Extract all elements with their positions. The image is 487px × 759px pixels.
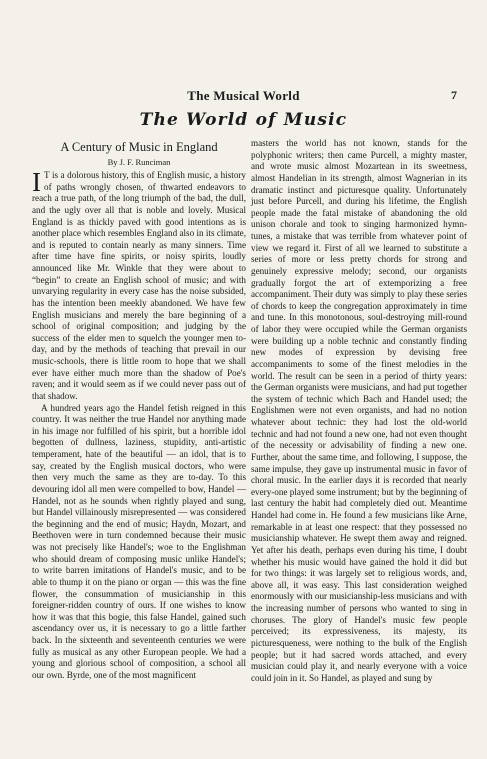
body-paragraph bbox=[32, 167, 246, 403]
running-head bbox=[0, 88, 487, 108]
page-number: 7 bbox=[451, 88, 457, 102]
journal-title: The Musical World bbox=[187, 88, 300, 103]
right-column bbox=[251, 138, 467, 684]
section-heading: The World of Music bbox=[139, 110, 348, 130]
article-byline: By J. F. Runciman bbox=[107, 157, 171, 167]
left-column bbox=[32, 140, 246, 682]
article-title: A Century of Music in England bbox=[60, 140, 218, 154]
body-paragraph: masters the world has not known, stands for the polyphonic writers; then came Purcell, a mighty master, and wrote music almost Mozartean in its sweetness, almost Handelian in its strength, almost Wagnerian in its dramatic instinct and picturesque quality. Unfortunately just before Purcell, and during his lifetime, the English people made the fatal mistake of abandoning the old unison chorale and took to singing harmonized hymn-tunes, a mistake that was terrible from whatever point of view we regard it. First of all we learned to substitute a series of more or less pretty chords for strong and genuinely expressive melody; second, our organists gradually forgot the art of extemporizing a free accompaniment. Their duty was simply to play these series of chords to keep the congregation approximately in time and tune. In this monotonous, soul-destroying mill-round of labor they were occupied while the German organists were building up a noble technic and constantly finding new modes of expression by devising free accompaniments to some of the finest melodies in the world. The result can be seen in a period of thirty years: the German organists were musicians, and had put together the system of technic which Bach and Handel used; the Englishmen were not even organists, and had no notion whatever about technic: they had lost the old-world technic and had not found a new one, had not even thought of the necessity or advisability of finding a new one. Further, about the same time, and following, I suppose, the same impulse, they gave up instrumental music in favor of choral music. In the earlier days it is recorded that nearly every-one played some instrument; but by the beginning of last century the habit had completely died out. Meantime Handel had come in. He found a few musicians like Arne, remarkable in at least one respect: that they possessed no musicianship whatever. He swept them away and reigned. Yet after his death, perhaps even during his time, I doubt whether his music would have gained the hold it did but for two things: it was largely set to religious words, and, above all, it was easy. This last consideration weighed enormously with our musicianship-less musicians and with the increasing number of persons who wanted to sing in choruses. The glory of Handel's music few people perceived; its expressiveness, its majesty, its picturesqueness, were nothing to the bulk of the English people; but it had sacred words attached, and every musician could play it, and nearly everyone with a voice could join in it. So Handel, as played and sung by bbox=[251, 138, 467, 683]
paragraph-text: T is a dolorous history, this of English music, a history of paths wrongly chosen, of thwarted endeavors to reach a true path, of the long triumph of the bad, the dull, and the ugly over all that is noble and lovely. Musical England is as thickly paved with good intentions as is another place which resembles England also in its climate, and is reputed to contain nearly as many sinners. Time after time have fine spirits, or noisy spirits, loudly announced like Mr. Winkle that they were about to “begin” to create an English school of music; and with unvarying regularity in every case has the noise subsided, has the intention been meekly abandoned. We have few English musicians and merely the bare beginning of a school of original composition; and judging by the success of the elder men to squelch the younger men to-day, and by the methods of teaching that prevail in our music-schools, there is little room to hope that we shall ever have either much more than the shadow of Poe's raven; and it would seem as if we could never pass out of that shadow. bbox=[32, 170, 246, 401]
drop-cap: I bbox=[32, 167, 41, 197]
body-paragraph: A hundred years ago the Handel fetish reigned in this country. It was neither the true Handel nor anything made in his image nor fulfilled of his spirit, but a horrible idol begotten of dullness, laziness, stupidity, anti-artistic temperament, hate of the beautiful — an idol, that is to say, created by the English musical doctors, who were then very much the same as they are to-day. To this devouring idol all men were compelled to bow, Handel — Handel, not as he sounds when rightly played and sung, but Handel villainously misrepresented — was considered the beginning and the end of music; Haydn, Mozart, and Beethoven were in turn condemned because their music was not precisely like Handel's; woe to the Englishman who should dream of composing music unlike Handel's; to write barren imitations of Handel's music, and to be able to thump it on the piano or organ — this was the fine flower, the consummation of musicianship in this foreigner-ridden country of ours. If one wishes to know how it was that this bogie, this false Handel, gained such ascendancy over us, it is necessary to go a little farther back. In the sixteenth and seventeenth centuries we were fully as musical as any other European people. We had a young and glorious school of composition, a school all our own. Byrde, one of the most magnificent bbox=[32, 402, 246, 680]
